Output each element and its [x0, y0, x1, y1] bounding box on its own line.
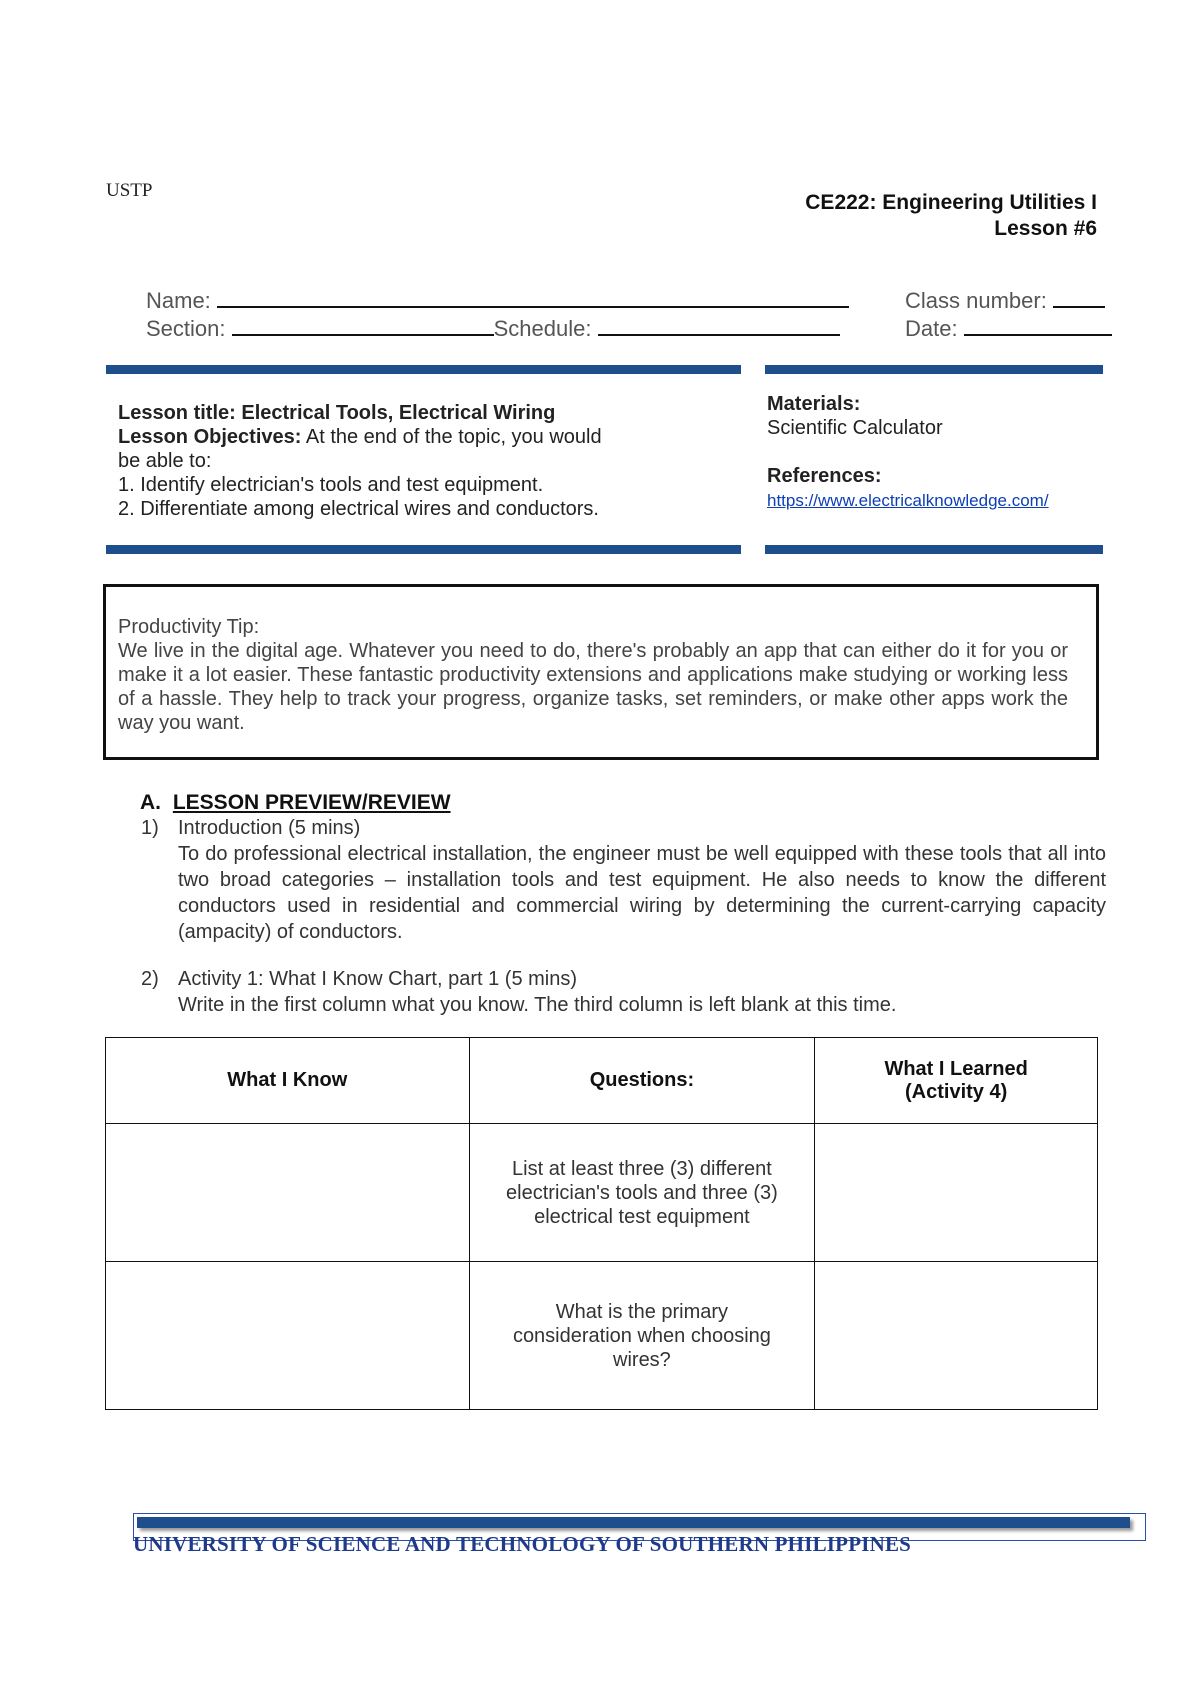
what-i-learned-cell[interactable]: [815, 1262, 1098, 1410]
references-label: References:: [767, 465, 882, 487]
date-row: [905, 315, 1112, 343]
column-header: [815, 1038, 1098, 1124]
section-a-item-1: [141, 815, 1106, 945]
question-cell: What is the primary consideration when choosing wires?: [469, 1262, 815, 1410]
column-header-line: (Activity 4): [905, 1080, 1008, 1103]
class-number-label: Class number:: [905, 288, 1047, 313]
schedule-field[interactable]: [598, 316, 840, 336]
what-i-know-chart: [105, 1037, 1098, 1410]
schedule-label: Schedule:: [493, 316, 592, 341]
item-body: To do professional electrical installation, the engineer must be well equipped with these tools that all into two broad categories – installation tools and test equipment. He also needs to know the different conductors used in residential and commercial wiring by determining the current-carrying capacity (ampacity) of conductors.: [178, 843, 1106, 943]
section-letter: A.: [140, 791, 161, 814]
lesson-block: [118, 401, 618, 521]
objective-item: 2. Differentiate among electrical wires and conductors.: [118, 498, 599, 520]
section-label: Section:: [146, 316, 226, 341]
section-row: [146, 315, 840, 343]
materials-label: Materials:: [767, 393, 861, 415]
org-short: USTP: [106, 180, 153, 201]
divider-bar: [765, 545, 1103, 554]
footer-bar: [137, 1517, 1130, 1528]
course-title: CE222: Engineering Utilities I: [805, 191, 1097, 214]
item-title: Activity 1: What I Know Chart, part 1 (5 mins): [178, 968, 578, 990]
item-number: 1): [141, 817, 159, 839]
productivity-tip-box: [103, 584, 1099, 760]
column-header: What I Know: [106, 1038, 470, 1124]
lesson-title-value: Electrical Tools, Electrical Wiring: [241, 402, 556, 424]
column-header: Questions:: [469, 1038, 815, 1124]
footer-university: UNIVERSITY OF SCIENCE AND TECHNOLOGY OF SOUTHERN PHILIPPINES: [133, 1532, 912, 1556]
class-number-field[interactable]: [1053, 288, 1105, 308]
what-i-know-cell[interactable]: [106, 1124, 470, 1262]
section-a-heading: [140, 790, 451, 816]
divider-bar: [765, 365, 1103, 374]
objective-item: 1. Identify electrician's tools and test equipment.: [118, 474, 544, 496]
question-cell: List at least three (3) different electrician's tools and three (3) electrical test equipment: [469, 1124, 815, 1262]
lesson-title: [118, 401, 618, 425]
table-header-row: [106, 1038, 1098, 1124]
divider-bar: [106, 545, 741, 554]
lesson-objectives: [118, 425, 618, 473]
name-label: Name:: [146, 288, 211, 313]
course-header: [805, 190, 1097, 242]
item-body: Write in the first column what you know. The third column is left blank at this time.: [178, 994, 897, 1016]
reference-link[interactable]: https://www.electricalknowledge.com/: [767, 491, 1049, 510]
objectives-label: Lesson Objectives:: [118, 426, 302, 448]
column-header-line: What I Learned: [884, 1057, 1028, 1080]
name-field[interactable]: [217, 288, 849, 308]
objectives-intro: At the end of the topic, you would be able to:: [118, 426, 602, 472]
table-row: [106, 1124, 1098, 1262]
section-title: LESSON PREVIEW/REVIEW: [172, 791, 451, 814]
item-title: Introduction (5 mins): [178, 817, 361, 839]
what-i-know-cell[interactable]: [106, 1262, 470, 1410]
tip-body: We live in the digital age. Whatever you need to do, there's probably an app that can either do it for you or make it a lot easier. These fantastic productivity extensions and applications make studying or working less of a hassle. They help to track your progress, organize tasks, set reminders, or make other apps work the way you want.: [118, 640, 1068, 734]
item-number: 2): [141, 968, 159, 990]
class-number-row: [905, 287, 1105, 315]
date-field[interactable]: [964, 316, 1112, 336]
materials-value: Scientific Calculator: [767, 417, 943, 439]
divider-bar: [106, 365, 741, 374]
section-field[interactable]: [232, 316, 494, 336]
tip-title: Productivity Tip:: [118, 616, 260, 638]
materials-block: [767, 392, 1097, 513]
date-label: Date:: [905, 316, 958, 341]
section-a-item-2: [141, 966, 1106, 1018]
lesson-number: Lesson #6: [994, 217, 1097, 240]
what-i-learned-cell[interactable]: [815, 1124, 1098, 1262]
table-row: [106, 1262, 1098, 1410]
name-row: [146, 287, 849, 315]
lesson-title-label: Lesson title:: [118, 402, 236, 424]
